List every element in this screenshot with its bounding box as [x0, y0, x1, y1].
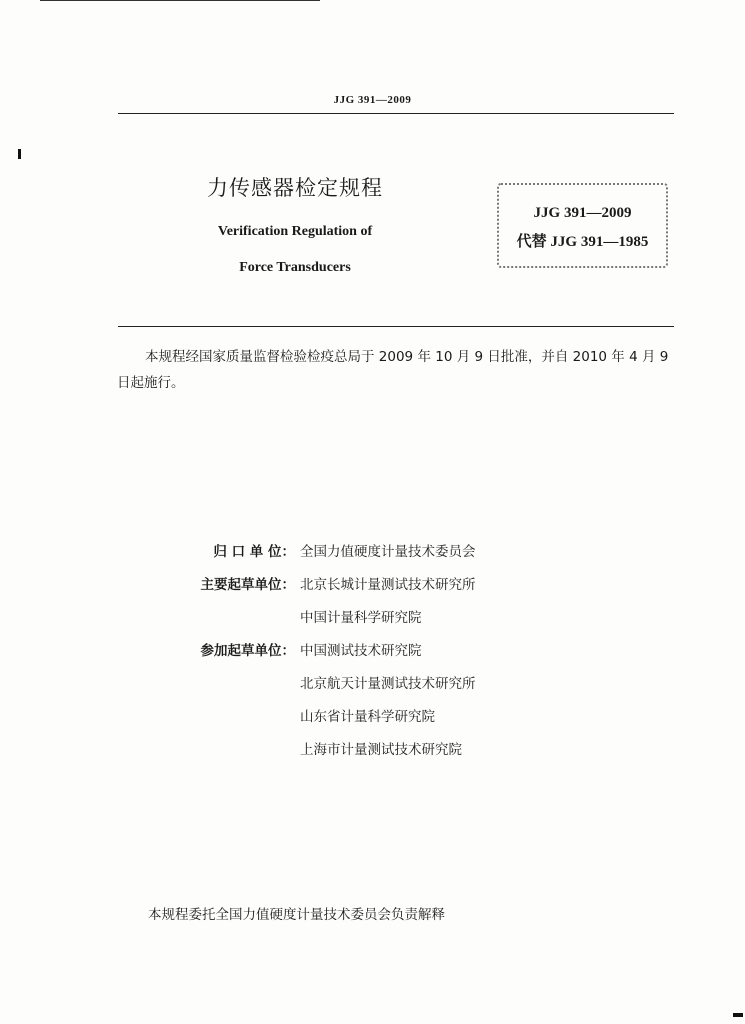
- top-scan-line: [40, 0, 320, 1]
- participating-label: 参加起草单位：: [200, 643, 295, 659]
- responsible-unit-label: 归 口 单 位：: [213, 544, 295, 560]
- standard-code-box: [497, 183, 668, 268]
- responsible-unit: 全国力值硬度计量技术委员会: [300, 544, 476, 560]
- participating-unit: 上海市计量测试技术研究院: [300, 742, 462, 758]
- title-english-line2: Force Transducers: [239, 260, 351, 275]
- main-drafting-label: 主要起草单位：: [200, 577, 295, 593]
- main-drafting-unit: 北京长城计量测试技术研究所: [300, 577, 476, 593]
- header-standard-code: JJG 391—2009: [333, 94, 412, 106]
- main-drafting-unit: 中国计量科学研究院: [300, 610, 422, 626]
- interpretation-note: 本规程委托全国力值硬度计量技术委员会负责解释: [148, 907, 445, 923]
- participating-unit: 中国测试技术研究院: [300, 643, 422, 659]
- approval-text: 本规程经国家质量监督检验检疫总局于 2009 年 10 月 9 日批准，并自 2010 年 4 月 9 日起施行。: [117, 349, 669, 391]
- scan-mark: [18, 149, 21, 159]
- participating-unit: 北京航天计量测试技术研究所: [300, 676, 476, 692]
- replaced-standard-code: 代替 JJG 391—1985: [516, 234, 649, 250]
- scan-mark: [733, 1013, 743, 1017]
- title-english-line1: Verification Regulation of: [217, 224, 373, 239]
- participating-unit: 山东省计量科学研究院: [300, 709, 435, 725]
- standard-code: JJG 391—2009: [533, 205, 632, 221]
- title-rule: [118, 326, 674, 327]
- header-rule: [118, 113, 674, 114]
- title-chinese: 力传感器检定规程: [207, 176, 383, 200]
